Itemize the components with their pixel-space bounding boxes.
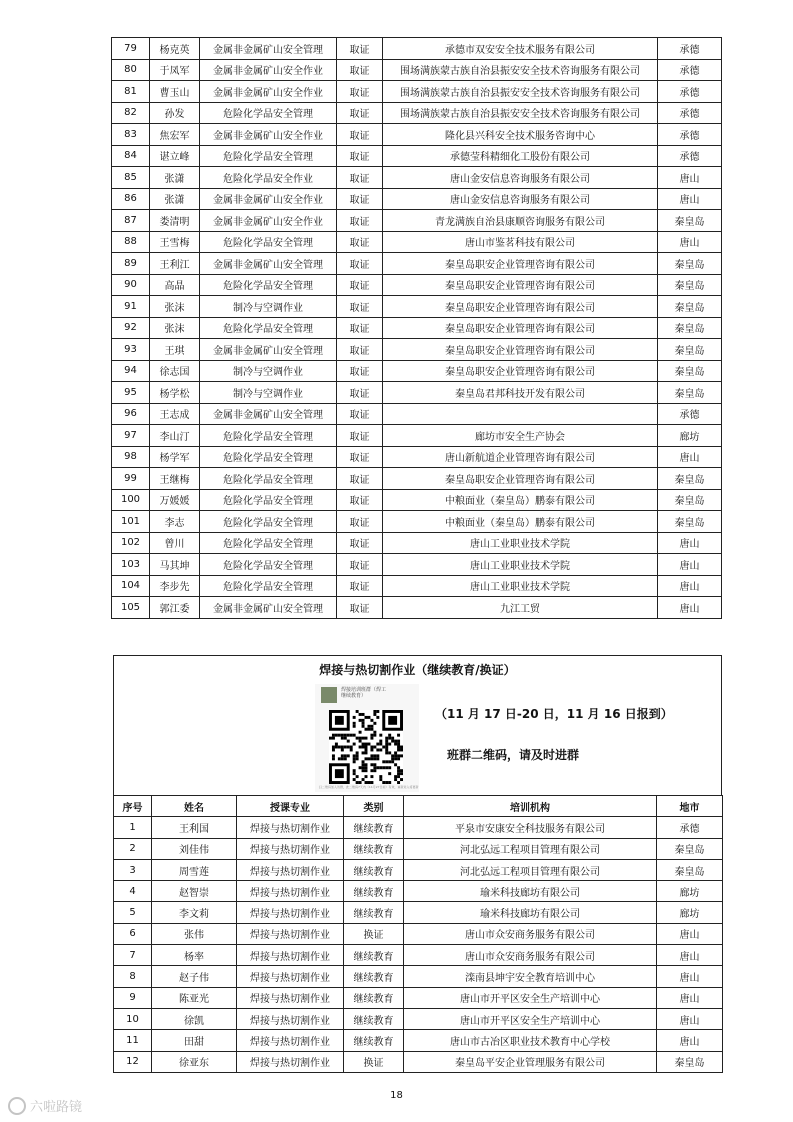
cell-seq: 88: [112, 231, 150, 253]
cell-institution: 瑜米科技廊坊有限公司: [404, 881, 657, 902]
cell-name: 杨克英: [150, 38, 200, 60]
table-body: [112, 38, 722, 619]
cell-seq: 94: [112, 360, 150, 382]
cell-seq: 83: [112, 124, 150, 146]
cell-category: 继续教育: [344, 1030, 404, 1051]
cell-name: 徐亚东: [152, 1051, 237, 1072]
table-row: [112, 145, 722, 167]
cell-course: 危险化学品安全作业: [200, 167, 337, 189]
cell-city: 秦皇岛: [658, 489, 722, 511]
cell-category: 取证: [337, 167, 383, 189]
cell-course: 金属非金属矿山安全作业: [200, 124, 337, 146]
cell-category: 继续教育: [344, 817, 404, 838]
cell-category: 取证: [337, 317, 383, 339]
cell-name: 杨学军: [150, 446, 200, 468]
page-number: 18: [390, 1090, 403, 1101]
cell-city: 秦皇岛: [658, 339, 722, 361]
cell-category: 取证: [337, 597, 383, 619]
table-row: [114, 881, 723, 902]
cell-seq: 82: [112, 102, 150, 124]
cell-course: 危险化学品安全管理: [200, 468, 337, 490]
cell-name: 田甜: [152, 1030, 237, 1051]
cell-name: 刘佳伟: [152, 838, 237, 859]
cell-institution: 秦皇岛君邦科技开发有限公司: [383, 382, 658, 404]
cell-category: 继续教育: [344, 859, 404, 880]
cell-course: 焊接与热切割作业: [237, 987, 344, 1008]
cell-seq: 98: [112, 446, 150, 468]
cell-seq: 95: [112, 382, 150, 404]
cell-institution: 围场满族蒙古族自治县振安安全技术咨询服务有限公司: [383, 102, 658, 124]
cell-city: 秦皇岛: [658, 317, 722, 339]
cell-city: 廊坊: [657, 902, 723, 923]
cell-seq: 2: [114, 838, 152, 859]
table-row: [112, 188, 722, 210]
cell-seq: 90: [112, 274, 150, 296]
cell-name: 徐凯: [152, 1008, 237, 1029]
cell-institution: 河北弘远工程项目管理有限公司: [404, 838, 657, 859]
cell-seq: 97: [112, 425, 150, 447]
cell-name: 杨率: [152, 945, 237, 966]
cell-city: 唐山: [658, 231, 722, 253]
cell-city: 秦皇岛: [658, 511, 722, 533]
cell-institution: 隆化县兴科安全技术服务咨询中心: [383, 124, 658, 146]
cell-seq: 105: [112, 597, 150, 619]
cell-category: 换证: [344, 1051, 404, 1072]
section-header: [113, 655, 722, 795]
cell-name: 张沫: [150, 317, 200, 339]
cell-name: 曹玉山: [150, 81, 200, 103]
join-group-note: 班群二维码，请及时进群: [447, 748, 580, 762]
cell-course: 危险化学品安全管理: [200, 532, 337, 554]
table-row: [112, 403, 722, 425]
cell-course: 危险化学品安全管理: [200, 102, 337, 124]
cell-city: 承德: [658, 102, 722, 124]
cell-city: 廊坊: [657, 881, 723, 902]
cell-city: 秦皇岛: [658, 296, 722, 318]
table-row: [114, 923, 723, 944]
table-row: [114, 987, 723, 1008]
table-header-row: [114, 796, 723, 817]
cell-city: 承德: [658, 403, 722, 425]
cell-category: 取证: [337, 489, 383, 511]
cell-city: 秦皇岛: [658, 253, 722, 275]
cell-course: 焊接与热切割作业: [237, 1008, 344, 1029]
table-row: [114, 966, 723, 987]
cell-institution: 中粮面业（秦皇岛）鹏泰有限公司: [383, 489, 658, 511]
cell-category: 取证: [337, 339, 383, 361]
cell-category: 取证: [337, 532, 383, 554]
col-header-institution: 培训机构: [404, 796, 657, 817]
table-row: [112, 425, 722, 447]
cell-category: 继续教育: [344, 838, 404, 859]
table-body: [114, 817, 723, 1073]
cell-institution: 唐山市古冶区职业技术教育中心学校: [404, 1030, 657, 1051]
table-row: [112, 382, 722, 404]
table-row: [112, 597, 722, 619]
cell-name: 杨学松: [150, 382, 200, 404]
table-row: [112, 317, 722, 339]
qr-code-card: [315, 684, 419, 792]
cell-city: 承德: [658, 81, 722, 103]
table-row: [112, 468, 722, 490]
cell-city: 承德: [658, 124, 722, 146]
cell-category: 取证: [337, 554, 383, 576]
table-row: [112, 339, 722, 361]
cell-course: 危险化学品安全管理: [200, 554, 337, 576]
table-row: [112, 124, 722, 146]
table-row: [112, 489, 722, 511]
cell-name: 郭江委: [150, 597, 200, 619]
cell-institution: 围场满族蒙古族自治县振安安全技术咨询服务有限公司: [383, 81, 658, 103]
cell-institution: 秦皇岛职安企业管理咨询有限公司: [383, 360, 658, 382]
cell-name: 张伟: [152, 923, 237, 944]
table-row: [112, 575, 722, 597]
cell-seq: 12: [114, 1051, 152, 1072]
cell-course: 金属非金属矿山安全作业: [200, 59, 337, 81]
table-row: [114, 859, 723, 880]
cell-name: 于凤军: [150, 59, 200, 81]
cell-name: 马其坤: [150, 554, 200, 576]
table-row: [114, 1030, 723, 1051]
table-row: [112, 231, 722, 253]
cell-category: 取证: [337, 511, 383, 533]
cell-category: 取证: [337, 102, 383, 124]
cell-name: 张潇: [150, 167, 200, 189]
cell-institution: 唐山金安信息咨询服务有限公司: [383, 167, 658, 189]
cell-city: 秦皇岛: [657, 1051, 723, 1072]
cell-name: 王利江: [150, 253, 200, 275]
cell-course: 焊接与热切割作业: [237, 1051, 344, 1072]
cell-city: 唐山: [658, 597, 722, 619]
cell-institution: 秦皇岛职安企业管理咨询有限公司: [383, 253, 658, 275]
cell-course: 制冷与空调作业: [200, 360, 337, 382]
cell-seq: 8: [114, 966, 152, 987]
cell-city: 承德: [657, 817, 723, 838]
col-header-category: 类别: [344, 796, 404, 817]
cell-institution: 秦皇岛职安企业管理咨询有限公司: [383, 468, 658, 490]
cell-course: 制冷与空调作业: [200, 382, 337, 404]
cell-institution: 唐山金安信息咨询服务有限公司: [383, 188, 658, 210]
watermark-text: 六啦路镜: [30, 1100, 83, 1115]
cell-name: 李步先: [150, 575, 200, 597]
cell-name: 孙发: [150, 102, 200, 124]
cell-course: 危险化学品安全管理: [200, 317, 337, 339]
cell-category: 取证: [337, 145, 383, 167]
cell-category: 继续教育: [344, 987, 404, 1008]
cell-category: 取证: [337, 382, 383, 404]
table-row: [112, 360, 722, 382]
cell-institution: 唐山市开平区安全生产培训中心: [404, 987, 657, 1008]
cell-course: 制冷与空调作业: [200, 296, 337, 318]
cell-institution: 承德市双安安全技术服务有限公司: [383, 38, 658, 60]
cell-name: 王继梅: [150, 468, 200, 490]
table-row: [112, 253, 722, 275]
cell-institution: [383, 403, 658, 425]
cell-course: 金属非金属矿山安全管理: [200, 253, 337, 275]
cell-course: 金属非金属矿山安全管理: [200, 339, 337, 361]
cell-city: 承德: [658, 38, 722, 60]
cell-course: 危险化学品安全管理: [200, 575, 337, 597]
cell-name: 赵子伟: [152, 966, 237, 987]
cell-institution: 廊坊市安全生产协会: [383, 425, 658, 447]
cell-seq: 102: [112, 532, 150, 554]
cell-category: 换证: [344, 923, 404, 944]
cell-seq: 9: [114, 987, 152, 1008]
table-row: [114, 838, 723, 859]
cell-institution: 围场满族蒙古族自治县振安安全技术咨询服务有限公司: [383, 59, 658, 81]
cell-name: 娄清明: [150, 210, 200, 232]
cell-city: 秦皇岛: [658, 210, 722, 232]
cell-city: 唐山: [658, 188, 722, 210]
cell-seq: 104: [112, 575, 150, 597]
table-row: [114, 945, 723, 966]
cell-seq: 85: [112, 167, 150, 189]
cell-category: 取证: [337, 124, 383, 146]
cell-name: 张潇: [150, 188, 200, 210]
cell-course: 焊接与热切割作业: [237, 1030, 344, 1051]
cell-seq: 99: [112, 468, 150, 490]
cell-city: 唐山: [658, 167, 722, 189]
table-row: [112, 532, 722, 554]
cell-seq: 100: [112, 489, 150, 511]
cell-city: 唐山: [657, 987, 723, 1008]
col-header-name: 姓名: [152, 796, 237, 817]
cell-city: 秦皇岛: [658, 274, 722, 296]
cell-institution: 唐山市开平区安全生产培训中心: [404, 1008, 657, 1029]
cell-name: 谌立峰: [150, 145, 200, 167]
table-row: [112, 81, 722, 103]
section-title: 焊接与热切割作业（继续教育/换证）: [319, 663, 516, 677]
cell-category: 取证: [337, 59, 383, 81]
cell-seq: 86: [112, 188, 150, 210]
cell-seq: 91: [112, 296, 150, 318]
cell-seq: 79: [112, 38, 150, 60]
qr-group-name: 焊接培训班群（焊工 继续教育）: [341, 687, 387, 699]
cell-name: 周雪莲: [152, 859, 237, 880]
cell-course: 危险化学品安全管理: [200, 511, 337, 533]
cell-name: 王利国: [152, 817, 237, 838]
cell-institution: 秦皇岛职安企业管理咨询有限公司: [383, 317, 658, 339]
table-row: [112, 296, 722, 318]
cell-name: 赵智崇: [152, 881, 237, 902]
cell-seq: 101: [112, 511, 150, 533]
cell-city: 唐山: [658, 575, 722, 597]
cell-institution: 瑜米科技廊坊有限公司: [404, 902, 657, 923]
cell-institution: 唐山新航道企业管理咨询有限公司: [383, 446, 658, 468]
table-row: [112, 554, 722, 576]
cell-category: 取证: [337, 575, 383, 597]
cell-seq: 93: [112, 339, 150, 361]
cell-seq: 6: [114, 923, 152, 944]
cell-course: 金属非金属矿山安全管理: [200, 597, 337, 619]
table-row: [112, 167, 722, 189]
watermark-logo-icon: [8, 1097, 26, 1115]
cell-category: 取证: [337, 253, 383, 275]
cell-institution: 唐山工业职业技术学院: [383, 532, 658, 554]
cell-course: 危险化学品安全管理: [200, 489, 337, 511]
cell-institution: 九江工贸: [383, 597, 658, 619]
cell-category: 继续教育: [344, 902, 404, 923]
table-row: [112, 102, 722, 124]
col-header-seq: 序号: [114, 796, 152, 817]
cell-course: 危险化学品安全管理: [200, 145, 337, 167]
cell-city: 唐山: [658, 446, 722, 468]
cell-name: 万媛媛: [150, 489, 200, 511]
table-row: [114, 902, 723, 923]
cell-category: 继续教育: [344, 881, 404, 902]
cell-city: 秦皇岛: [658, 382, 722, 404]
cell-course: 焊接与热切割作业: [237, 902, 344, 923]
cell-city: 秦皇岛: [658, 360, 722, 382]
cell-institution: 河北弘远工程项目管理有限公司: [404, 859, 657, 880]
cell-institution: 唐山市众安商务服务有限公司: [404, 945, 657, 966]
cell-seq: 96: [112, 403, 150, 425]
cell-category: 继续教育: [344, 966, 404, 987]
cell-institution: 秦皇岛平安企业管理服务有限公司: [404, 1051, 657, 1072]
cell-city: 廊坊: [658, 425, 722, 447]
cell-seq: 92: [112, 317, 150, 339]
cell-category: 取证: [337, 38, 383, 60]
cell-name: 李志: [150, 511, 200, 533]
cell-name: 王琪: [150, 339, 200, 361]
table-row: [114, 817, 723, 838]
cell-category: 继续教育: [344, 945, 404, 966]
cell-course: 危险化学品安全管理: [200, 274, 337, 296]
cell-category: 继续教育: [344, 1008, 404, 1029]
cell-course: 焊接与热切割作业: [237, 945, 344, 966]
col-header-city: 地市: [657, 796, 723, 817]
cell-course: 金属非金属矿山安全作业: [200, 210, 337, 232]
cell-category: 取证: [337, 274, 383, 296]
watermark: [8, 1096, 82, 1115]
cell-institution: 平泉市安康安全科技服务有限公司: [404, 817, 657, 838]
cell-institution: 秦皇岛职安企业管理咨询有限公司: [383, 339, 658, 361]
cell-city: 秦皇岛: [657, 859, 723, 880]
cell-city: 唐山: [657, 1030, 723, 1051]
cell-city: 承德: [658, 59, 722, 81]
cell-category: 取证: [337, 296, 383, 318]
cell-name: 王志成: [150, 403, 200, 425]
cell-course: 焊接与热切割作业: [237, 817, 344, 838]
cell-institution: 中粮面业（秦皇岛）鹏泰有限公司: [383, 511, 658, 533]
cell-course: 焊接与热切割作业: [237, 881, 344, 902]
cell-category: 取证: [337, 231, 383, 253]
cell-city: 秦皇岛: [657, 838, 723, 859]
cell-institution: 滦南县坤宇安全教育培训中心: [404, 966, 657, 987]
table-row: [112, 210, 722, 232]
table-row: [112, 274, 722, 296]
cell-course: 金属非金属矿山安全管理: [200, 403, 337, 425]
cell-seq: 3: [114, 859, 152, 880]
cell-city: 秦皇岛: [658, 468, 722, 490]
cell-course: 危险化学品安全管理: [200, 425, 337, 447]
welding-training-table: [113, 795, 723, 1073]
cell-name: 高晶: [150, 274, 200, 296]
cell-city: 唐山: [657, 966, 723, 987]
cell-city: 唐山: [658, 554, 722, 576]
cell-name: 张沫: [150, 296, 200, 318]
cell-city: 承德: [658, 145, 722, 167]
cell-name: 李山汀: [150, 425, 200, 447]
cell-institution: 唐山市众安商务服务有限公司: [404, 923, 657, 944]
cell-course: 危险化学品安全管理: [200, 446, 337, 468]
training-dates-note: （11 月 17 日-20 日，11 月 16 日报到）: [435, 707, 673, 721]
cell-name: 李文莉: [152, 902, 237, 923]
welding-section: [113, 655, 722, 1073]
cell-name: 徐志国: [150, 360, 200, 382]
cell-course: 焊接与热切割作业: [237, 966, 344, 987]
cell-course: 金属非金属矿山安全作业: [200, 81, 337, 103]
table-row: [112, 38, 722, 60]
table-row: [112, 511, 722, 533]
group-avatar-icon: [321, 687, 337, 703]
cell-course: 金属非金属矿山安全管理: [200, 38, 337, 60]
cell-seq: 10: [114, 1008, 152, 1029]
table-row: [114, 1008, 723, 1029]
cell-institution: 秦皇岛职安企业管理咨询有限公司: [383, 274, 658, 296]
cell-course: 金属非金属矿山安全作业: [200, 188, 337, 210]
cell-seq: 80: [112, 59, 150, 81]
col-header-course: 授课专业: [237, 796, 344, 817]
qr-code-icon: [324, 710, 408, 784]
cell-name: 曾川: [150, 532, 200, 554]
qr-note: 扫二维码加入该群，此二维码7天内（11月27日前）有效，重新进入将更新: [319, 785, 419, 789]
cell-category: 取证: [337, 81, 383, 103]
cell-course: 焊接与热切割作业: [237, 923, 344, 944]
cell-category: 取证: [337, 210, 383, 232]
cell-seq: 87: [112, 210, 150, 232]
cell-name: 王雪梅: [150, 231, 200, 253]
cell-city: 唐山: [658, 532, 722, 554]
cell-category: 取证: [337, 188, 383, 210]
cell-category: 取证: [337, 360, 383, 382]
cell-seq: 84: [112, 145, 150, 167]
cell-seq: 5: [114, 902, 152, 923]
cell-category: 取证: [337, 446, 383, 468]
cell-city: 唐山: [657, 1008, 723, 1029]
table-row: [114, 1051, 723, 1072]
cell-category: 取证: [337, 425, 383, 447]
cell-city: 唐山: [657, 923, 723, 944]
cell-institution: 秦皇岛职安企业管理咨询有限公司: [383, 296, 658, 318]
cell-institution: 唐山工业职业技术学院: [383, 575, 658, 597]
cell-seq: 81: [112, 81, 150, 103]
cell-category: 取证: [337, 468, 383, 490]
cell-seq: 11: [114, 1030, 152, 1051]
cell-seq: 7: [114, 945, 152, 966]
cell-city: 唐山: [657, 945, 723, 966]
cell-course: 焊接与热切割作业: [237, 859, 344, 880]
cell-name: 焦宏军: [150, 124, 200, 146]
cell-course: 焊接与热切割作业: [237, 838, 344, 859]
cell-seq: 1: [114, 817, 152, 838]
cell-institution: 唐山市鉴茗科技有限公司: [383, 231, 658, 253]
cell-institution: 唐山工业职业技术学院: [383, 554, 658, 576]
cell-institution: 青龙满族自治县康顺咨询服务有限公司: [383, 210, 658, 232]
cell-category: 取证: [337, 403, 383, 425]
table-row: [112, 446, 722, 468]
cell-course: 危险化学品安全管理: [200, 231, 337, 253]
cell-institution: 承德莹科精细化工股份有限公司: [383, 145, 658, 167]
cell-seq: 89: [112, 253, 150, 275]
cell-seq: 103: [112, 554, 150, 576]
cell-seq: 4: [114, 881, 152, 902]
table-row: [112, 59, 722, 81]
training-table-continued: [111, 37, 722, 619]
cell-name: 陈亚光: [152, 987, 237, 1008]
